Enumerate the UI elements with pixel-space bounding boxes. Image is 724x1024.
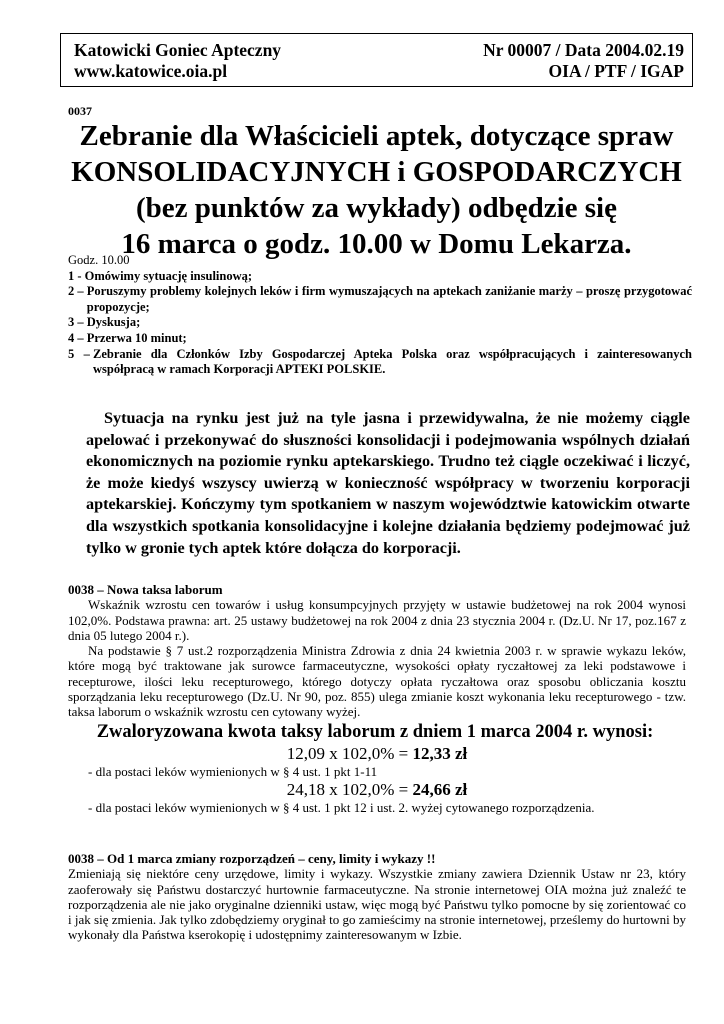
paragraph-index: Wskaźnik wzrostu cen towarów i usług konsumpcyjnych przyjęty w ustawie budżetowej na rok 2004 wynosi 102,0%. Podstawa prawna: art. 25 ustawy budżetowej na rok 2004 z dnia 23 stycznia 2004 r. (Dz.U. Nr 17, poz.167 z dnia 05 lutego 2004 r.). — [68, 597, 686, 643]
agenda-item — [68, 284, 692, 315]
agenda-time: Godz. 10.00 — [68, 253, 130, 267]
section-0038-regulation-changes — [68, 851, 686, 943]
headline-line: (bez punktów za wykłady) odbędzie się — [136, 192, 617, 224]
organizations: OIA / PTF / IGAP — [548, 61, 684, 81]
calculation-heading: Zwaloryzowana kwota taksy laborum z dniem 1 marca 2004 r. wynosi: — [96, 721, 654, 742]
formula-result: 24,66 zł — [412, 779, 468, 799]
agenda-item-number: 5 – — [68, 346, 93, 361]
agenda-item-text: Omówimy sytuację insulinową; — [84, 268, 253, 283]
masthead-box — [60, 33, 693, 87]
agenda-item — [68, 347, 692, 378]
publication-title: Katowicki Goniec Apteczny — [74, 40, 282, 60]
masthead-row-bottom — [74, 61, 684, 82]
masthead-row-top — [74, 40, 684, 61]
formula-result: 12,33 zł — [412, 743, 468, 763]
headline-line: Zebranie dla Właścicieli aptek, dotyczące spraw — [79, 120, 674, 152]
agenda-item-number: 4 – — [68, 330, 87, 345]
meeting-headline — [60, 118, 693, 262]
meeting-agenda — [68, 253, 692, 378]
agenda-item — [68, 331, 692, 347]
formula-2 — [68, 779, 686, 800]
formula-note: - dla postaci leków wymienionych w § 4 ust. 1 pkt 1-11 — [88, 763, 378, 779]
agenda-item-text: Dyskusja; — [86, 315, 141, 330]
section-body: Zmieniają się niektóre ceny urzędowe, limity i wykazy. Wszystkie zmiany zawiera Dziennik Ustaw nr 23, który zaoferowały się Państwu dostarczyć hurtownie farmaceutyczne. Na stronie internetowej OIA można już znaleźć te rozporządzenia ale nie jako oryginalne dzienniki ustaw, więc mogą być Państwu tylko pomocne by się zorientować co i jak się zmienia. Jak tylko zdobędziemy oryginał to go zamieścimy na stronie internetowej, prześlemy do hurtowni by wykonały dla Państwa kserokopię i udostępnimy zainteresowanym w Izbie. — [68, 866, 686, 943]
formula-expression: 12,09 x 102,0% = — [286, 743, 413, 763]
section-number-0037: 0037 — [68, 104, 92, 118]
agenda-item-text: Poruszymy problemy kolejnych leków i firm wymuszających na aptekach zaniżanie marży – proszę przygotować propozycje; — [86, 284, 692, 314]
issue-number-date: Nr 00007 / Data 2004.02.19 — [483, 40, 684, 60]
agenda-item — [68, 315, 692, 331]
formula-1 — [68, 743, 686, 764]
agenda-item-number: 1 - — [68, 268, 85, 283]
section-title: 0038 – Od 1 marca zmiany rozporządzeń – ceny, limity i wykazy !! — [68, 851, 436, 866]
agenda-item — [68, 269, 692, 285]
formula-expression: 24,18 x 102,0% = — [286, 779, 413, 799]
formula-note: - dla postaci leków wymienionych w § 4 ust. 1 pkt 12 i ust. 2. wyżej cytowanego rozporządzenia. — [88, 799, 595, 815]
agenda-item-text: Zebranie dla Członków Izby Gospodarczej Apteka Polska oraz współpracujących i zainteresowanych współpracą w ramach Korporacji APTEKI POLSKIE. — [93, 346, 692, 377]
agenda-item-text: Przerwa 10 minut; — [86, 330, 187, 345]
agenda-item-number: 2 – — [68, 284, 87, 299]
agenda-item-number: 3 – — [68, 315, 87, 330]
section-title: 0038 – Nowa taksa laborum — [68, 582, 223, 597]
section-0038-taksa-laborum — [68, 582, 686, 815]
consolidation-statement: Sytuacja na rynku jest już na tyle jasna i przewidywalna, że nie możemy ciągle apelować i przekonywać do słuszności konsolidacji i podejmowania wspólnych działań ekonomicznych na poziomie rynku aptekarskiego. Trudno też ciągle oczekiwać i liczyć, że może kiedyś wszyscy uwierzą w konieczność współpracy w tworzeniu korporacji aptekarskiej. Kończymy tym spotkaniem w naszym województwie katowickim otwarte dla wszystkich spotkania konsolidacyjne i kolejne działania będziemy podejmować już tylko w gronie tych aptek które dołącza do korporacji. — [86, 409, 690, 557]
paragraph-legal-basis: Na podstawie § 7 ust.2 rozporządzenia Ministra Zdrowia z dnia 24 kwietnia 2003 r. w sprawie wykazu leków, które mogą być traktowane jak surowce farmaceutyczne, wysokości opłaty ryczałtowej za leki podstawowe i recepturowe, ilości leku recepturowego, którego dotyczy opłata ryczałtowa oraz sposobu obliczania kosztu sporządzania leku recepturowego (Dz.U. Nr 90, poz. 855) ulega zmianie koszt wykonania leku recepturowego - tzw. taksa laborum o wskaźnik wzrostu cen cytowany wyżej. — [68, 643, 686, 720]
headline-line: 16 marca o godz. 10.00 w Domu Lekarza. — [121, 228, 632, 260]
headline-line: KONSOLIDACYJNYCH i GOSPODARCZYCH — [71, 156, 682, 188]
website-link[interactable]: www.katowice.oia.pl — [74, 61, 228, 81]
